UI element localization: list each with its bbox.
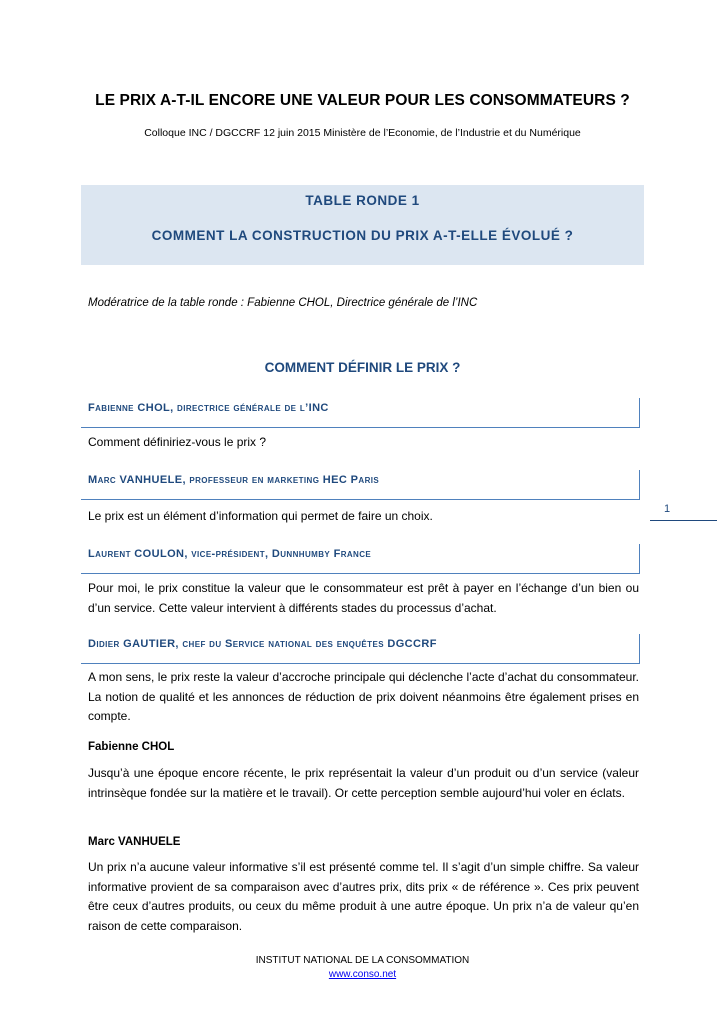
speaker-heading-text: Marc VANHUELE, professeur en marketing HEC Paris [88, 474, 380, 486]
speaker-text: Le prix est un élément d’information qui permet de faire un choix. [88, 509, 433, 523]
speaker-heading [81, 634, 640, 664]
exchange-speaker-name: Fabienne CHOL [88, 741, 175, 753]
exchange-paragraph: Jusqu’à une époque encore récente, le prix représentait la valeur d’un produit ou d’un service (valeur intrinsèque fondée sur la matière et le travail). Or cette perception semble aujourd’hui voler en éclats. [88, 766, 639, 800]
speaker-heading [81, 470, 640, 500]
section-title: COMMENT DÉFINIR LE PRIX ? [264, 360, 461, 375]
speaker-heading [81, 544, 640, 574]
footer-organization: INSTITUT NATIONAL DE LA CONSOMMATION [255, 955, 470, 966]
banner-title: TABLE RONDE 1 [305, 193, 420, 208]
exchange-paragraph: Un prix n’a aucune valeur informative s’il est présenté comme tel. Il s’agit d’un simple chiffre. Sa valeur informative provient de sa comparaison avec d’autres prix, dits prix « de référence ». Ces prix peuvent être ceux d’autres produits, ou ceux du même produit à une autre époque. Un prix n’a de valeur qu’en raison de cette comparaison. [88, 860, 639, 933]
document-subtitle: Colloque INC / DGCCRF 12 juin 2015 Ministère de l’Economie, de l’Industrie et du Numérique [144, 127, 581, 139]
document-title: LE PRIX A-T-IL ENCORE UNE VALEUR POUR LES CONSOMMATEURS ? [95, 92, 630, 109]
table-ronde-banner [81, 185, 644, 265]
exchange-text [88, 764, 639, 803]
speaker-text [88, 579, 639, 618]
speaker-heading-text: Laurent COULON, vice-président, Dunnhumby France [88, 548, 372, 560]
page-number: 1 [664, 503, 671, 515]
speaker-text: Comment définiriez-vous le prix ? [88, 435, 267, 449]
banner-subtitle: COMMENT LA CONSTRUCTION DU PRIX A-T-ELLE ÉVOLUÉ ? [151, 228, 574, 243]
speaker-paragraph: Pour moi, le prix constitue la valeur que le consommateur est prêt à payer en l’échange d’un bien ou d’un service. Cette valeur intervient à différents stades du processus d’achat. [88, 581, 639, 615]
moderator-line: Modératrice de la table ronde : Fabienne CHOL, Directrice générale de l’INC [88, 297, 478, 309]
exchange-speaker-name: Marc VANHUELE [88, 836, 181, 848]
page-number-rule [650, 520, 717, 521]
speaker-paragraph: A mon sens, le prix reste la valeur d’accroche principale qui déclenche l’acte d’achat du consommateur. La notion de qualité et les annonces de réduction de prix doivent néanmoins être également prises en compte. [88, 670, 639, 723]
speaker-heading-text: Didier GAUTIER, chef du Service national des enquêtes DGCCRF [88, 638, 437, 650]
footer-link[interactable]: www.conso.net [328, 969, 397, 980]
exchange-text [88, 858, 639, 936]
speaker-heading-text: Fabienne CHOL, directrice générale de l’INC [88, 402, 329, 414]
speaker-text [88, 668, 639, 727]
speaker-heading [81, 398, 640, 428]
